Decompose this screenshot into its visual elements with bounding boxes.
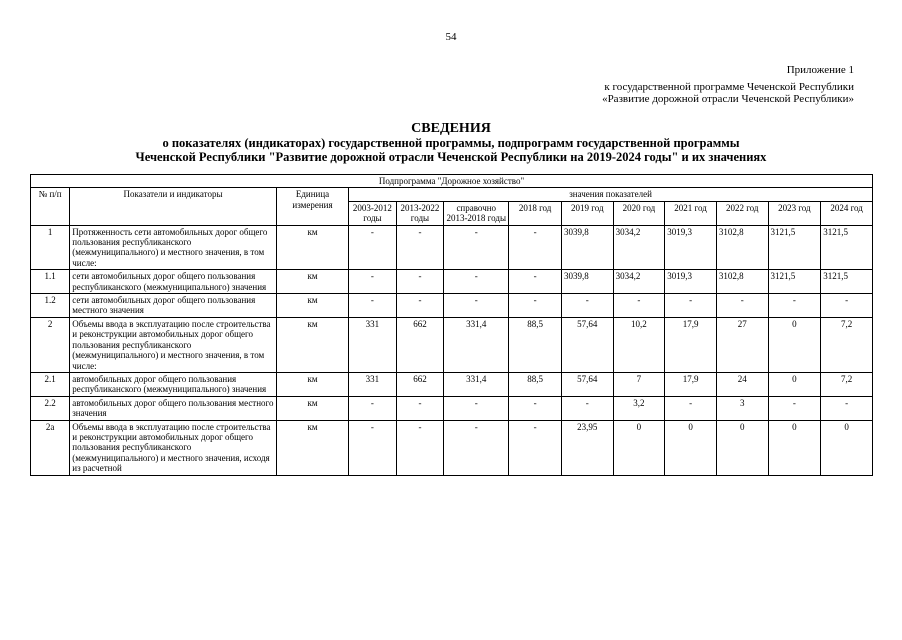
row-value: 662 (396, 317, 444, 372)
row-value: 57,64 (561, 372, 613, 396)
row-value: 331,4 (444, 372, 509, 396)
table-row (31, 372, 873, 396)
row-value: - (396, 396, 444, 420)
header-year: 2024 год (821, 201, 873, 225)
header-year: 2020 год (613, 201, 665, 225)
title-line-1: о показателях (индикаторах) государственной программы, подпрограмм государственной программы (162, 136, 740, 150)
appendix-subtitle (602, 81, 854, 105)
row-indicator: Объемы ввода в эксплуатацию после строительства и реконструкции автомобильных дорог общего пользования республиканского (межмуниципального) и местного значения, исходя из расчетной (70, 420, 277, 475)
title-main: СВЕДЕНИЯ (411, 121, 491, 136)
header-values-group: значения показателей (349, 188, 873, 201)
row-value: 0 (613, 420, 665, 475)
row-value: 331 (349, 317, 397, 372)
row-unit: км (276, 396, 348, 420)
row-value: 27 (716, 317, 768, 372)
row-value: - (768, 396, 821, 420)
row-value: - (665, 396, 717, 420)
row-value: 88,5 (509, 372, 562, 396)
row-value: - (349, 225, 397, 270)
row-value: 24 (716, 372, 768, 396)
row-value: - (821, 396, 873, 420)
header-num: № п/п (31, 188, 70, 225)
row-value: 3019,3 (665, 225, 717, 270)
row-value: - (396, 294, 444, 318)
header-year: 2023 год (768, 201, 821, 225)
row-value: 0 (716, 420, 768, 475)
subprogram-title: Подпрограмма "Дорожное хозяйство" (31, 175, 873, 188)
row-value: 7,2 (821, 317, 873, 372)
row-unit: км (276, 225, 348, 270)
row-value: 3121,5 (821, 225, 873, 270)
header-year: 2018 год (509, 201, 562, 225)
row-value: 331 (349, 372, 397, 396)
row-value: 88,5 (509, 317, 562, 372)
header-year: 2013-2022 годы (396, 201, 444, 225)
row-indicator: автомобильных дорог общего пользования местного значения (70, 396, 277, 420)
header-year: 2003-2012 годы (349, 201, 397, 225)
row-number: 2 (31, 317, 70, 372)
row-value: - (396, 225, 444, 270)
row-unit: км (276, 294, 348, 318)
row-value: - (821, 294, 873, 318)
row-number: 2а (31, 420, 70, 475)
appendix-line-2: «Развитие дорожной отрасли Чеченской Республики» (602, 93, 854, 105)
row-value: - (716, 294, 768, 318)
header-year: 2021 год (665, 201, 717, 225)
row-value: 7,2 (821, 372, 873, 396)
row-number: 1.1 (31, 270, 70, 294)
header-year: справочно 2013-2018 годы (444, 201, 509, 225)
row-value: - (396, 420, 444, 475)
row-value: 3034,2 (613, 270, 665, 294)
row-value: - (613, 294, 665, 318)
indicators-table (30, 174, 873, 476)
row-number: 2.1 (31, 372, 70, 396)
header-unit: Единица измерения (276, 188, 348, 225)
row-value: 23,95 (561, 420, 613, 475)
appendix-title: Приложение 1 (786, 64, 854, 76)
page-number: 54 (445, 31, 457, 43)
row-value: - (444, 396, 509, 420)
row-value: 17,9 (665, 372, 717, 396)
row-value: 3121,5 (768, 225, 821, 270)
row-indicator: сети автомобильных дорог общего пользования республиканского (межмуниципального) значения (70, 270, 277, 294)
row-value: - (768, 294, 821, 318)
row-value: 3039,8 (561, 270, 613, 294)
row-value: - (509, 225, 562, 270)
row-unit: км (276, 420, 348, 475)
row-value: 10,2 (613, 317, 665, 372)
header-row-1 (31, 188, 873, 201)
row-value: - (444, 225, 509, 270)
row-unit: км (276, 270, 348, 294)
row-value: - (444, 420, 509, 475)
row-value: 17,9 (665, 317, 717, 372)
table-row (31, 270, 873, 294)
row-unit: км (276, 372, 348, 396)
row-value: - (509, 270, 562, 294)
row-value: - (561, 294, 613, 318)
row-value: 3034,2 (613, 225, 665, 270)
row-value: 3121,5 (821, 270, 873, 294)
row-value: - (561, 396, 613, 420)
row-value: - (396, 270, 444, 294)
row-value: - (509, 420, 562, 475)
table-row (31, 396, 873, 420)
row-unit: км (276, 317, 348, 372)
table-row (31, 317, 873, 372)
row-value: 0 (768, 317, 821, 372)
row-value: - (349, 294, 397, 318)
row-value: 3,2 (613, 396, 665, 420)
row-value: - (665, 294, 717, 318)
row-value: 662 (396, 372, 444, 396)
row-value: - (509, 294, 562, 318)
document-title (20, 122, 882, 164)
row-value: 3102,8 (716, 270, 768, 294)
row-value: - (509, 396, 562, 420)
row-value: - (349, 396, 397, 420)
row-value: 0 (768, 420, 821, 475)
row-number: 1 (31, 225, 70, 270)
row-value: 331,4 (444, 317, 509, 372)
row-value: 3 (716, 396, 768, 420)
row-value: - (444, 270, 509, 294)
row-value: 3102,8 (716, 225, 768, 270)
row-indicator: сети автомобильных дорог общего пользования местного значения (70, 294, 277, 318)
row-indicator: Протяженность сети автомобильных дорог общего пользования республиканского (межмуниципального) и местного значения, в том числе: (70, 225, 277, 270)
row-value: 3039,8 (561, 225, 613, 270)
title-line-2: Чеченской Республики "Развитие дорожной отрасли Чеченской Республики на 2019-2024 годы" и их значениях (135, 150, 767, 164)
row-value: 0 (821, 420, 873, 475)
header-indicator: Показатели и индикаторы (70, 188, 277, 225)
row-value: 7 (613, 372, 665, 396)
table-row (31, 225, 873, 270)
row-number: 2.2 (31, 396, 70, 420)
header-year: 2019 год (561, 201, 613, 225)
row-value: - (349, 270, 397, 294)
row-indicator: Объемы ввода в эксплуатацию после строительства и реконструкции автомобильных дорог общего пользования республиканского (межмуниципального) и местного значения, в том числе: (70, 317, 277, 372)
row-number: 1.2 (31, 294, 70, 318)
row-value: 3019,3 (665, 270, 717, 294)
subprogram-row (31, 175, 873, 188)
row-value: - (349, 420, 397, 475)
header-year: 2022 год (716, 201, 768, 225)
row-value: 0 (768, 372, 821, 396)
row-value: - (444, 294, 509, 318)
row-value: 0 (665, 420, 717, 475)
row-indicator: автомобильных дорог общего пользования республиканского (межмуниципального) значения (70, 372, 277, 396)
appendix-line-1: к государственной программе Чеченской Республики (604, 81, 854, 93)
row-value: 57,64 (561, 317, 613, 372)
table-row (31, 420, 873, 475)
row-value: 3121,5 (768, 270, 821, 294)
table-row (31, 294, 873, 318)
